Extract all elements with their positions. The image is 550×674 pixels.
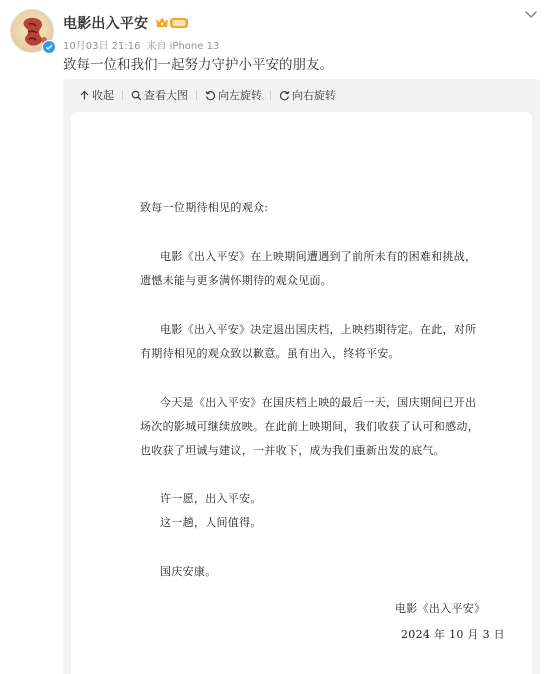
author-avatar[interactable] bbox=[10, 9, 54, 53]
letter-paragraph-line: 场次的影城可继续放映。在此前上映期间，我们收获了认可和感动， bbox=[140, 420, 479, 433]
letter-closing: 国庆安康。 bbox=[160, 565, 217, 578]
toolbar-divider bbox=[122, 90, 123, 100]
media-viewer bbox=[63, 79, 540, 674]
rotate-left-icon bbox=[205, 90, 216, 101]
collapse-button[interactable] bbox=[79, 87, 114, 103]
post-meta bbox=[63, 37, 219, 52]
arrow-up-icon bbox=[79, 90, 90, 101]
rotate-right-button[interactable] bbox=[279, 87, 336, 103]
letter-paragraph-line: 电影《出入平安》决定退出国庆档，上映档期待定。在此，对所 bbox=[160, 323, 477, 336]
letter-paragraph-line: 有期待相见的观众致以歉意。虽有出入，终将平安。 bbox=[140, 347, 400, 360]
post-source: 来自 iPhone 13 bbox=[146, 41, 220, 52]
chevron-down-icon[interactable] bbox=[522, 6, 540, 18]
letter-paragraph-line: 遗憾未能与更多满怀期待的观众见面。 bbox=[140, 274, 333, 287]
post-time[interactable]: 10月03日 21:16 bbox=[63, 41, 141, 52]
view-large-button[interactable] bbox=[131, 87, 188, 103]
letter-salutation: 致每一位期待相见的观众: bbox=[140, 201, 269, 214]
letter-wish-line: 这一趟，人间值得。 bbox=[160, 516, 262, 529]
letter-wish-line: 许一愿，出入平安。 bbox=[160, 492, 262, 505]
view-large-label: 查看大图 bbox=[144, 89, 188, 102]
letter-paragraph-line: 今天是《出入平安》在国庆档上映的最后一天，国庆期间已开出 bbox=[160, 396, 477, 409]
collapse-label: 收起 bbox=[92, 89, 114, 102]
rotate-left-label: 向左旋转 bbox=[218, 89, 262, 102]
rotate-right-icon bbox=[279, 90, 290, 101]
rotate-left-button[interactable] bbox=[205, 87, 262, 103]
vip-badge-icon[interactable] bbox=[155, 16, 189, 30]
author-row bbox=[63, 13, 189, 33]
search-icon bbox=[131, 90, 142, 101]
author-name[interactable]: 电影出入平安 bbox=[63, 16, 149, 32]
letter-signature: 电影《出入平安》 bbox=[395, 602, 486, 615]
toolbar-divider bbox=[196, 90, 197, 100]
post-text: 致每一位和我们一起努力守护小平安的朋友。 bbox=[63, 57, 333, 73]
verified-icon bbox=[42, 40, 56, 54]
rotate-right-label: 向右旋转 bbox=[292, 89, 336, 102]
letter-paragraph-line: 也收获了坦诚与建议，一并收下，成为我们重新出发的底气。 bbox=[140, 444, 446, 457]
toolbar-divider bbox=[270, 90, 271, 100]
letter-paragraph-line: 电影《出入平安》在上映期间遭遇到了前所未有的困难和挑战， bbox=[160, 250, 477, 263]
letter-date: 2024 年 10 月 3 日 bbox=[401, 628, 505, 641]
media-toolbar bbox=[63, 79, 540, 111]
letter-image[interactable] bbox=[71, 112, 532, 674]
